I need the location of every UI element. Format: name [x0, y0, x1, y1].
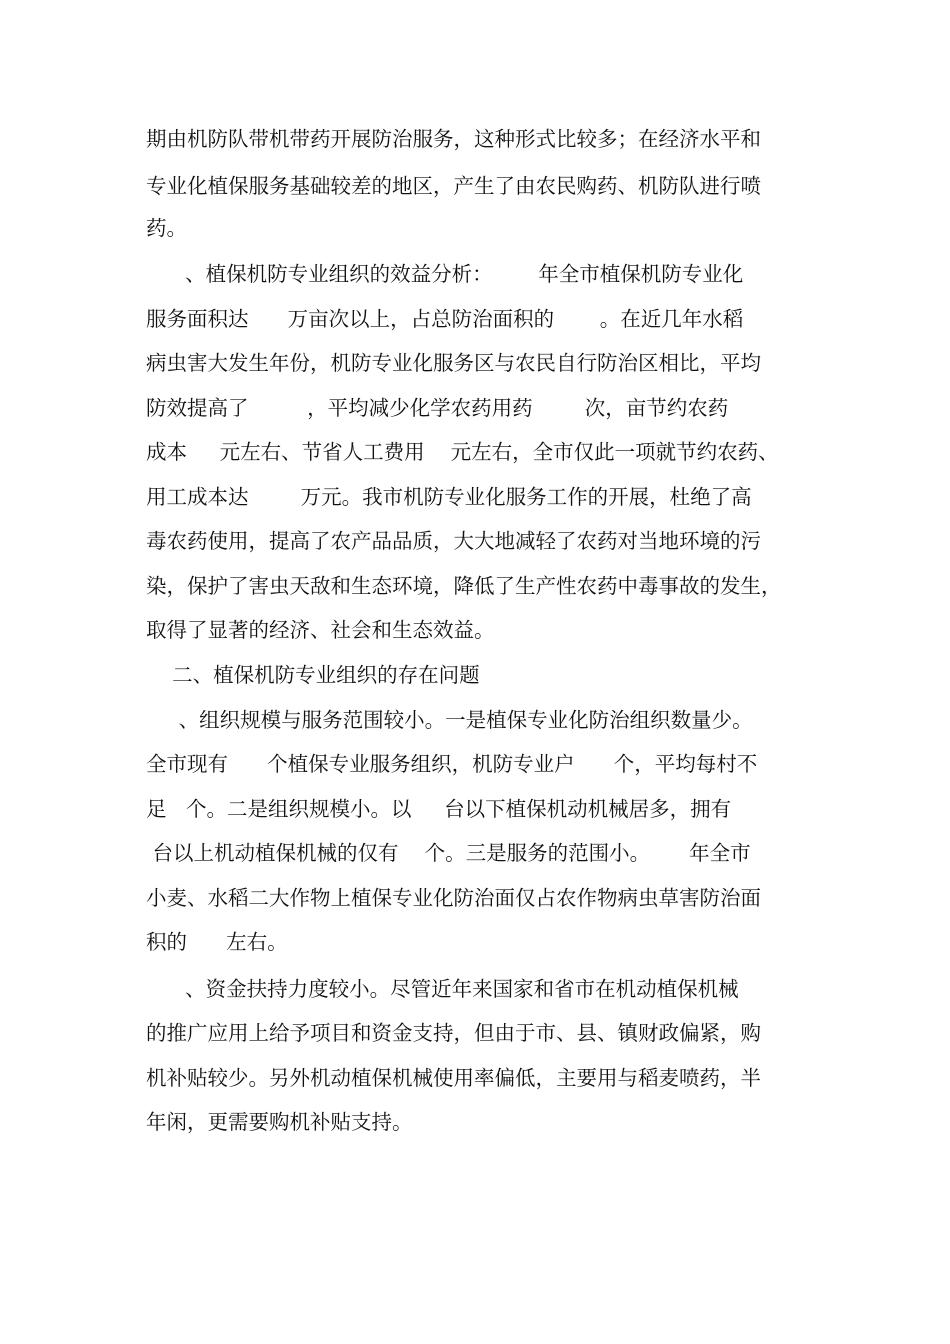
text-line: 、资金扶持力度较小。尽管近年来国家和省市在机动植保机械 — [146, 977, 739, 1001]
text-line: 小麦、水稻二大作物上植保专业化防治面仅占农作物病虫草害防治面 — [146, 886, 761, 910]
text-line: 期由机防队带机带药开展防治服务，这种形式比较多；在经济水平和 — [146, 127, 761, 151]
text-line: 的推广应用上给予项目和资金支持，但由于市、县、镇财政偏紧，购 — [146, 1021, 761, 1045]
text-line: 病虫害大发生年份，机防专业化服务区与农民自行防治区相比，平均 — [146, 351, 761, 375]
text-line: 染，保护了害虫天敌和生态环境，降低了生产性农药中毒事故的发生， — [146, 574, 782, 598]
text-line: 成本 元左右、节省人工费用 元左右，全市仅此一项就节约农药、 — [146, 440, 779, 464]
text-line: 机补贴较少。另外机动植保机械使用率偏低，主要用与稻麦喷药，半 — [146, 1066, 761, 1090]
text-line: 、组织规模与服务范围较小。一是植保专业化防治组织数量少。 — [146, 708, 753, 732]
text-line: 积的 左右。 — [146, 930, 288, 954]
text-line: 专业化植保服务基础较差的地区，产生了由农民购药、机防队进行喷 — [146, 174, 761, 198]
text-line: 药。 — [146, 216, 187, 240]
text-line: 年闲，更需要购机补贴支持。 — [146, 1110, 413, 1134]
text-line: 、植保机防专业组织的效益分析： 年全市植保机防专业化 — [146, 262, 744, 286]
text-line: 足 个。二是组织规模小。以 台以下植保机动机械居多，拥有 — [146, 797, 732, 821]
text-line: 台以上机动植保机械的仅有 个。三是服务的范围小。 年全市 — [146, 841, 751, 865]
text-line: 全市现有 个植保专业服务组织，机防专业户 个，平均每村不 — [146, 752, 758, 776]
text-line: 服务面积达 万亩次以上，占总防治面积的 。在近几年水稻 — [146, 307, 744, 331]
text-line: 用工成本达 万元。我市机防专业化服务工作的开展，杜绝了高 — [146, 485, 752, 509]
section-heading: 二、植保机防专业组织的存在问题 — [146, 663, 480, 687]
text-line: 防效提高了 ，平均减少化学农药用药 次，亩节约农药 — [146, 396, 729, 420]
text-line: 毒农药使用，提高了农产品品质，大大地减轻了农药对当地环境的污 — [146, 529, 761, 553]
text-line: 取得了显著的经济、社会和生态效益。 — [146, 618, 495, 642]
